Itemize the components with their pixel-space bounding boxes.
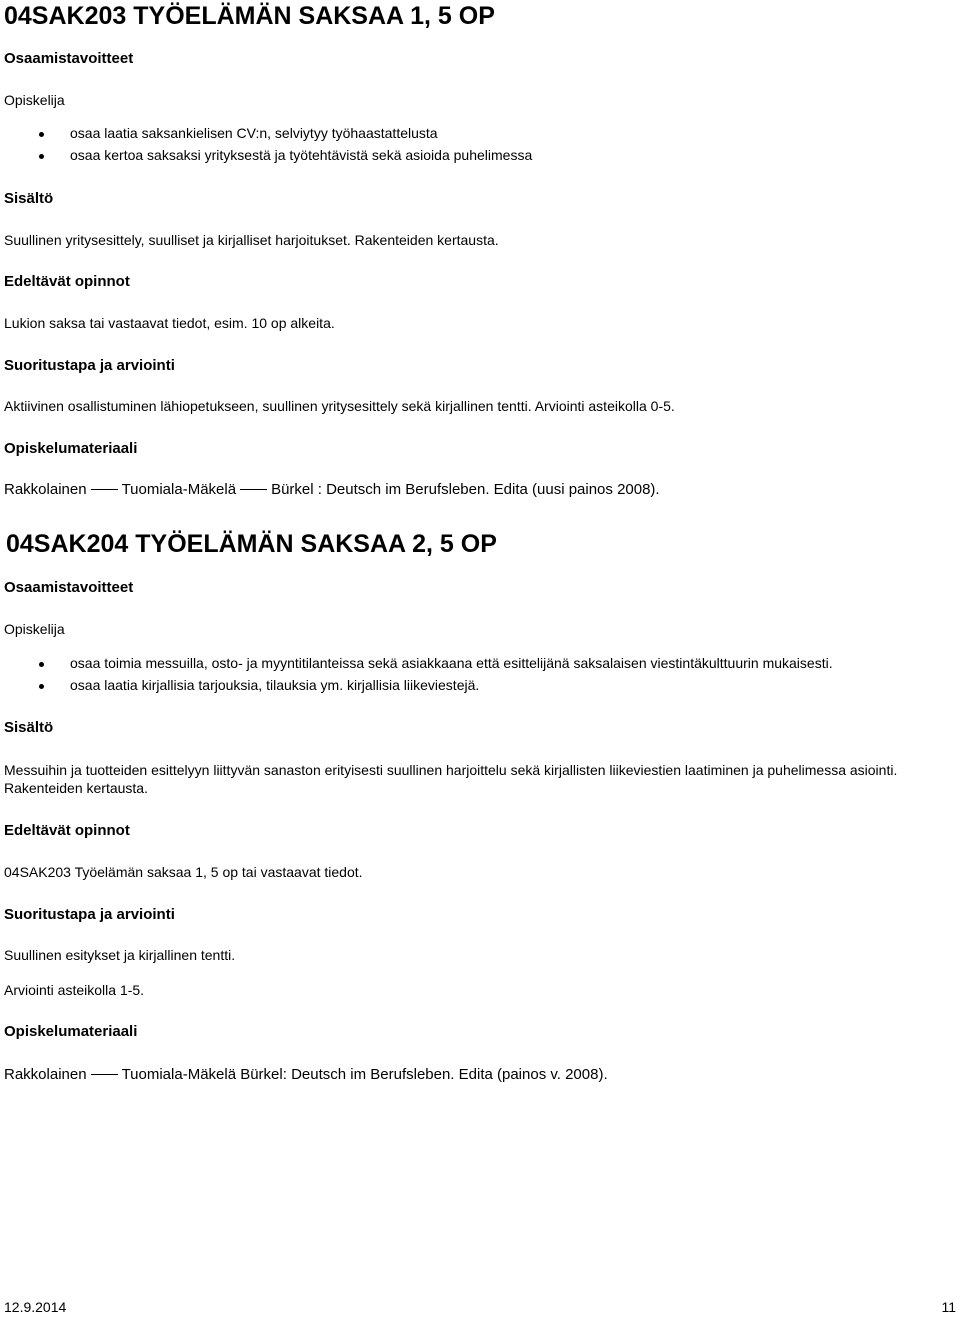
dash-rule [91,1074,118,1075]
course2-prereq: 04SAK203 Työelämän saksaa 1, 5 op tai vastaavat tiedot. [4,864,363,880]
bullet-icon [39,154,44,159]
course2-student-label: Opiskelija [4,621,65,637]
course1-materials-heading: Opiskelumateriaali [4,440,138,457]
course2-content-heading: Sisältö [4,719,54,736]
course1-objectives-heading: Osaamistavoitteet [4,50,134,67]
dash-rule [240,489,267,490]
course1-assessment: Aktiivinen osallistuminen lähiopetukseen, suullinen yritysesittely sekä kirjallinen tentti. Arviointi asteikolla 0-5. [4,398,675,414]
course1-prereq: Lukion saksa tai vastaavat tiedot, esim. 10 op alkeita. [4,315,335,331]
course1-content: Suullinen yritysesittely, suulliset ja kirjalliset harjoitukset. Rakenteiden kertausta. [4,232,499,248]
course2-content-line1: Messuihin ja tuotteiden esittelyyn liittyvän sanaston erityisesti suullinen harjoittelu sekä kirjallisten liikeviestien laatiminen ja puhelimessa asiointi. [4,762,898,778]
course2-assessment-line1: Suullinen esitykset ja kirjallinen tentti. [4,947,236,963]
course1-materials [4,481,660,498]
dash-rule [91,489,118,490]
course2-prereq-heading: Edeltävät opinnot [4,822,130,839]
course1-materials-rest: Bürkel : Deutsch im Berufsleben. Edita (uusi painos 2008). [271,481,660,498]
course2-assessment-line2: Arviointi asteikolla 1-5. [4,982,145,998]
course1-content-heading: Sisältö [4,190,54,207]
course2-objectives-heading: Osaamistavoitteet [4,579,134,596]
course2-materials [4,1066,608,1083]
course2-objective-2: osaa laatia kirjallisia tarjouksia, tilauksia ym. kirjallisia liikeviestejä. [70,677,480,693]
footer-date: 12.9.2014 [4,1299,67,1315]
course1-student-label: Opiskelija [4,92,65,108]
course2-objective-1: osaa toimia messuilla, osto- ja myyntitilanteissa sekä asiakkaana että esittelijänä saksalaisen viestintäkulttuurin mukaisesti. [70,655,833,671]
bullet-icon [39,684,44,689]
course2-materials-rest: Tuomiala-Mäkelä Bürkel: Deutsch im Berufsleben. Edita (painos v. 2008). [121,1066,608,1083]
course1-prereq-heading: Edeltävät opinnot [4,273,130,290]
course1-objective-1: osaa laatia saksankielisen CV:n, selviytyy työhaastattelusta [70,125,438,141]
course2-materials-author1: Rakkolainen [4,1066,87,1083]
course1-materials-author2: Tuomiala-Mäkelä [121,481,237,498]
course2-title: 04SAK204 TYÖELÄMÄN SAKSAA 2, 5 OP [6,530,497,558]
course1-title: 04SAK203 TYÖELÄMÄN SAKSAA 1, 5 OP [4,2,495,30]
course2-assessment-heading: Suoritustapa ja arviointi [4,906,175,923]
course1-assessment-heading: Suoritustapa ja arviointi [4,357,175,374]
course1-materials-author1: Rakkolainen [4,481,87,498]
footer-page-number: 11 [941,1299,956,1315]
course2-materials-heading: Opiskelumateriaali [4,1023,138,1040]
course1-objective-2: osaa kertoa saksaksi yrityksestä ja työtehtävistä sekä asioida puhelimessa [70,147,533,163]
bullet-icon [39,132,44,137]
bullet-icon [39,662,44,667]
course2-content-line2: Rakenteiden kertausta. [4,780,148,796]
